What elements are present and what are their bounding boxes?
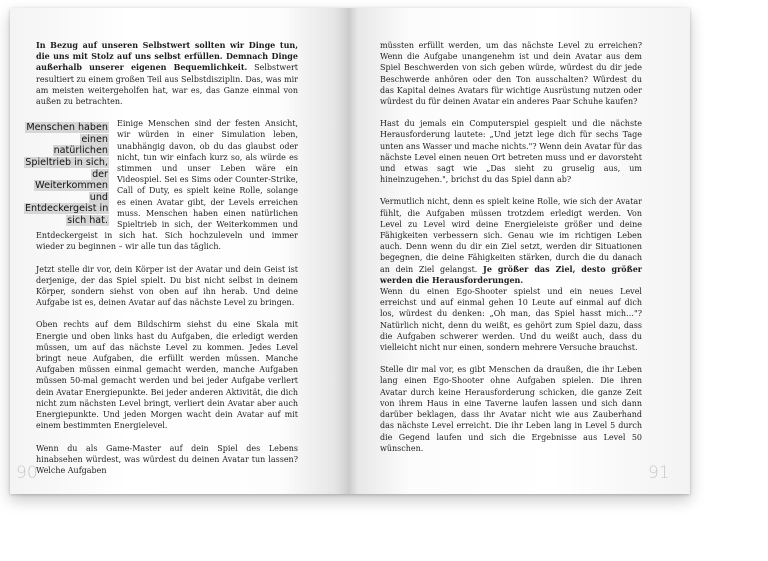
intro-paragraph	[36, 40, 298, 107]
challenges-bold-text: Je größer das Ziel, desto größer werden die Herausforderungen.	[380, 263, 643, 285]
paragraph-game-master: Wenn du als Game-Master auf dein Spiel des Lebens hinabsehen würdest, was würdest du deinen Avatar tun lassen? Welche Aufgaben	[36, 443, 298, 475]
right-page-text	[380, 40, 642, 454]
page-number-left: 90	[16, 463, 38, 483]
intro-rest-text: Selbstwert resultiert zu einem großen Teil aus Selbstdisziplin. Das, was mir am meisten weitergeholfen hat, war es, das Ganze einmal von außen zu betrachten.	[36, 63, 298, 107]
challenges-text: Vermutlich nicht, denn es spielt keine Rolle, wie sich der Avatar fühlt, die Aufgaben müssen trotzdem erledigt werden. Von Level zu Level wird deine Energieleiste größer und deine Fähigkeiten verbessern sich. Genau wie im richtigen Leben auch. Denn wenn du dir ein Ziel setzt, werden dir Situationen begegnen, die deine Fähigkeiten stärken, durch die du danach an dein Ziel gelangst.	[380, 197, 642, 274]
paragraph-level-five: Stelle dir mal vor, es gibt Menschen da draußen, die ihr Leben lang einen Ego-Shooter ohne Aufgaben spielen. Die ihren Avatar durch keine Herausforderung schicken, die ganze Zeit von ihrem Haus in eine Taverne laufen lassen und sich dann darüber beklagen, dass ihr Avatar nicht wie aus Zauberhand das nächste Level erreicht. Die ihr Leben lang in Level 5 durch die Gegend laufen und sich die Ergebnisse aus Level 50 wünschen.	[380, 365, 642, 453]
page-number-right: 91	[648, 463, 670, 483]
paragraph-energy-scale: Oben rechts auf dem Bildschirm siehst du eine Skala mit Energie und oben links hast du Aufgaben, die erledigt werden müssen, um auf das nächste Level zu kommen. Jedes Level bringt neue Aufgaben, die erfüllt werden müssen. Manche Aufgaben müssen einmal gemacht werden, manche Aufgaben müssen 50-mal gemacht werden und bei jeder Aufgabe verliert dein Avatar Energiepunkte. Bei jeder anderen Aktivität, die dich nicht zum nächsten Level bringt, verliert dein Avatar aber auch Energiepunkte. Und jeden Morgen wacht dein Avatar auf mit einem bestimmten Energielevel.	[36, 320, 298, 431]
intro-bold-text: In Bezug auf unseren Selbstwert sollten wir Dinge tun, die uns mit Stolz auf uns selbst erfüllen. Demnach Dinge außerhalb unserer eigenen Bequemlichkeit.	[36, 40, 298, 73]
paragraph-avatar: Jetzt stelle dir vor, dein Körper ist der Avatar und dein Geist ist derjenige, der das Spiel spielt. Du bist nicht selbst in deinem Körper, sondern siehst von oben auf ihn herab. Und deine Aufgabe ist es, deinen Avatar auf das nächste Level zu bringen.	[36, 264, 298, 308]
left-page-text	[25, 40, 298, 476]
paragraph-tasks: müssten erfüllt werden, um das nächste Level zu erreichen? Wenn die Aufgabe unangenehm ist und dein Avatar aus dem Spiel Beschwerden von sich geben würde, würdest du dir jede Beschwerde anhören oder den Ton ausschalten? Würdest du das Kapital deines Avatars für wichtige Ausrüstung nutzen oder würdest du für deinen Avatar ein anderes Paar Schuhe kaufen?	[380, 41, 642, 107]
pull-quote	[24, 122, 109, 226]
paragraph-computer-game: Hast du jemals ein Computerspiel gespielt und die nächste Herausforderung lautete: „Und jetzt lege dich für sechs Tage unten ans Wasser und mache nichts."? Wenn dein Avatar für das nächste Level einen neuen Ort betreten muss und er davorsteht und etwas sagt wie „Das sieht zu gruselig aus, um hineinzugehen.", brichst du das Spiel dann ab?	[380, 119, 642, 185]
pull-quote-text: Menschen haben einen natürlichen Spieltrieb in sich, der Weiterkommen und Entdeckergeist in sich hat.	[25, 122, 109, 226]
paragraph-ego-shooter: Wenn du einen Ego-Shooter spielst und ein neues Level erreichst und auf einmal gehen 10 Leute auf einmal auf dich los, würdest du denken: „Oh man, das Spiel hasst mich…"? Natürlich nicht, denn du weißt, es gehört zum Spiel dazu, dass die Aufgaben schwerer werden. Und du weißt auch, dass du vielleicht nicht nur einen, sondern mehrere Versuche brauchst.	[380, 287, 642, 353]
paragraph-simulation: Einige Menschen sind der festen Ansicht, wir würden in einer Simulation leben, unabhängig davon, ob du das glaubst oder nicht, tun wir einfach kurz so, als würde es stimmen und unser Leben wäre ein Videospiel. Sei es Sims oder Counter-Strike, Call of Duty, es spielt keine Rolle, solange es einen Avatar gibt, der Levels erreichen muss. Menschen haben einen natürlichen Spieltrieb in sich, der Weiterkommen und Entdeckergeist in sich hat. Sich hochzuleveln und immer wieder zu beginnen – wir alle tun das täglich.	[36, 119, 298, 252]
paragraph-challenges	[380, 196, 642, 286]
